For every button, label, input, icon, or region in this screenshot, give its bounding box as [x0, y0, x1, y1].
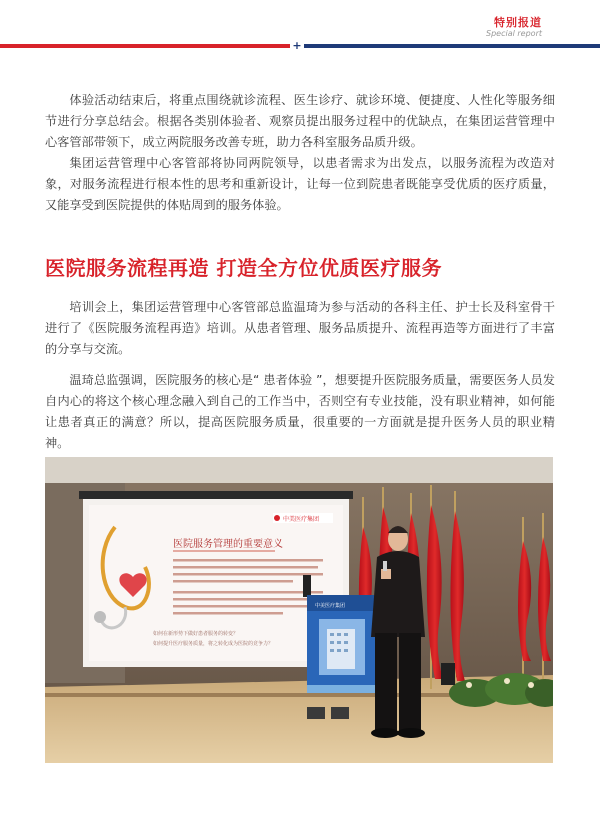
slide-title: 医院服务管理的重要意义 — [173, 539, 283, 550]
slide-question-2: 如何提升医疗服务质量，将之转化成为医院的竞争力？ — [153, 641, 274, 647]
paragraph-training: 培训会上，集团运营管理中心客管部总监温琦为参与活动的各科主任、护士长及科室骨干进行了《医院服务流程再造》培训。从患者管理、服务品质提升、流程再造等方面进行了丰富的分享与交流。 — [45, 300, 555, 356]
header-bar-blue — [304, 44, 600, 48]
paragraph-redesign: 集团运营管理中心客管部将协同两院领导，以患者需求为出发点，以服务流程为改造对象，对服务流程进行根本性的思考和重新设计，让每一位到院患者既能享受优质的医疗质量，又能享受到医院提供的体贴周到的服务体验。 — [45, 156, 555, 212]
slide-question-1: 如何在新形势下做好患者服务的转变？ — [153, 631, 239, 637]
header-subtitle: Special report — [486, 29, 542, 38]
section-heading: 医院服务流程再造 打造全方位优质医疗服务 — [45, 256, 442, 280]
header-bar-red — [0, 44, 290, 48]
paragraph-emphasis: 温琦总监强调，医院服务的核心是“ 患者体验 ”，想要提升医院服务质量，需要医务人员发自内心的将这个核心理念融入到自己的工作当中，否则空有专业技能，没有职业精神，如何能让患者真正的满意？所以，提高医院服务质量，很重要的一方面就是提升医务人员的职业精神。 — [45, 373, 555, 450]
training-photo — [45, 457, 553, 763]
podium-label: 中美医疗集团 — [315, 603, 346, 609]
plus-icon: + — [292, 39, 302, 52]
slide-logo-text: 中美医疗集团 — [283, 516, 320, 523]
header-title: 特别报道 — [494, 16, 542, 29]
paragraph-summary: 体验活动结束后，将重点围绕就诊流程、医生诊疗、就诊环境、便捷度、人性化等服务细节进行分享总结会。根据各类别体验者、观察员提出服务过程中的优缺点，在集团运营管理中心客管部带领下，成立两院服务改善专班，助力各科室服务品质升级。 — [45, 93, 555, 149]
